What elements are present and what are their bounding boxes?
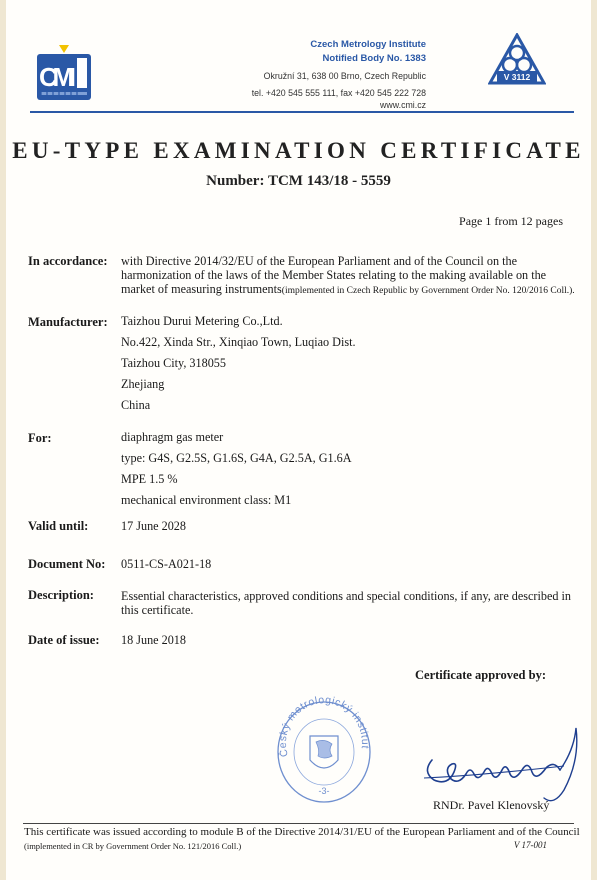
valid-label: Valid until: [28,519,89,533]
page-indicator: Page 1 from 12 pages [459,214,563,228]
for-line: diaphragm gas meter [121,430,224,444]
accordance-body: with Directive 2014/32/EU of the European Parliament and of the Council on the harmonization of the laws of the Member States relating to the making available on the market of measuring instruments [121,254,547,296]
notified-body: Notified Body No. 1383 [322,53,426,64]
header-divider [30,111,574,113]
issue-label: Date of issue: [28,633,100,647]
valid-value: 17 June 2028 [121,519,186,533]
official-stamp-icon [274,694,374,804]
description-label: Description: [28,588,94,602]
for-line: type: G4S, G2.5S, G1.6S, G4A, G2.5A, G1.6A [121,451,352,465]
document-label: Document No: [28,557,106,571]
for-line: mechanical environment class: M1 [121,493,292,507]
manufacturer-line: Taizhou City, 318055 [121,356,226,370]
for-line: MPE 1.5 % [121,472,178,486]
footer-statement: This certificate was issued according to module B of the Directive 2014/31/EU of the European Parliament and of the Council [24,826,580,838]
certificate-title: EU-TYPE EXAMINATION CERTIFICATE [12,138,585,163]
accordance-note: (implemented in Czech Republic by Government Order No. 120/2016 Coll.). [281,286,575,296]
footer-note: (implemented in CR by Government Order No. 121/2016 Coll.) [24,841,242,851]
description-value: Essential characteristics, approved conditions and special conditions, if any, are described in this certificate. [121,589,571,617]
manufacturer-line: Zhejiang [121,377,165,391]
institute-contact: tel. +420 545 555 111, fax +420 545 222 728 [251,88,426,98]
accordance-label: In accordance: [28,254,108,268]
for-label: For: [28,431,52,445]
accordance-text [121,254,579,298]
stamp-number: -3- [318,786,330,796]
manufacturer-value [121,311,579,416]
institute-website: www.cmi.cz [380,100,426,110]
for-value [121,427,579,511]
institute-header [252,38,426,111]
document-value: 0511-CS-A021-18 [121,557,212,571]
issue-value: 18 June 2018 [121,633,186,647]
institute-address: Okružní 31, 638 00 Brno, Czech Republic [263,71,426,81]
logo-text: CMI [39,62,76,92]
institute-name: Czech Metrology Institute [310,39,426,50]
cmi-logo-icon [35,44,93,104]
manufacturer-label: Manufacturer: [28,315,108,329]
manufacturer-line: China [121,398,151,412]
mark-code: V 3112 [503,72,531,82]
signature-icon [414,720,589,810]
manufacturer-line: No.422, Xinda Str., Xinqiao Town, Luqiao Dist. [121,335,356,349]
footer-code: V 17-001 [513,840,547,850]
manufacturer-line: Taizhou Durui Metering Co.,Ltd. [121,314,283,328]
signer-name: RNDr. Pavel Klenovský [433,798,550,812]
footer-divider [23,823,574,824]
approval-heading: Certificate approved by: [415,668,546,682]
triangle-mark-icon [488,33,546,95]
certificate-number: Number: TCM 143/18 - 5559 [206,173,391,189]
stamp-text: Český metrologický institut [276,694,372,759]
